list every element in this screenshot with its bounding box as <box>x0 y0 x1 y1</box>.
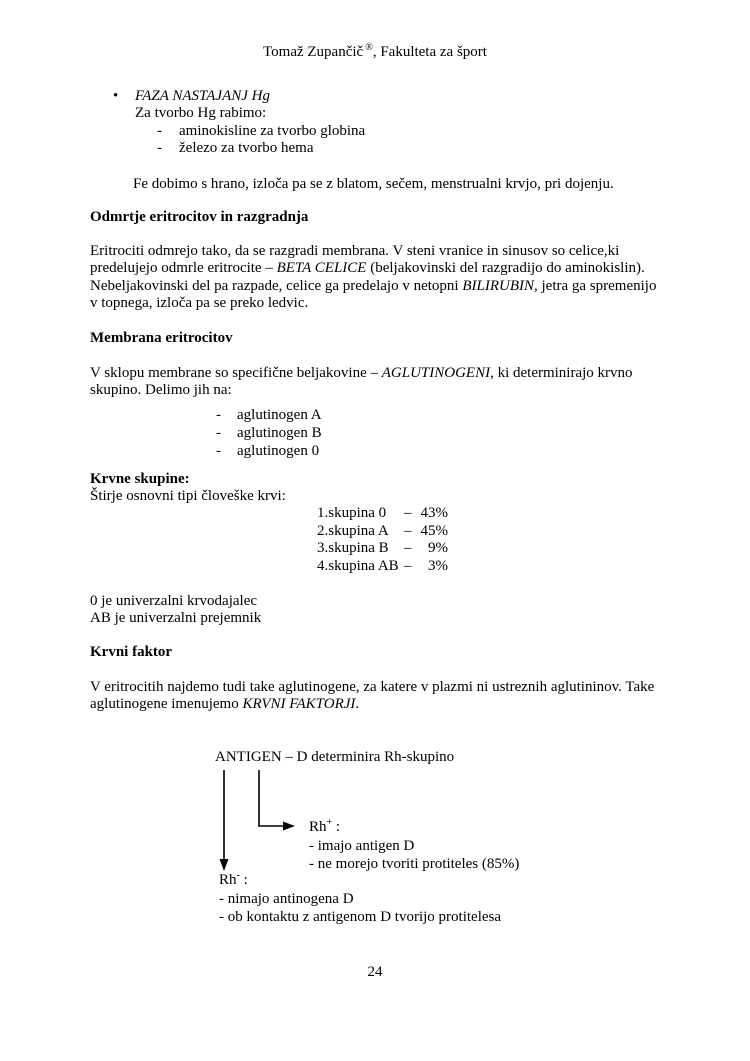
list-item-label: aglutinogen B <box>237 425 322 441</box>
table-row <box>317 523 448 541</box>
rh-minus-base: Rh <box>219 872 237 888</box>
list-item-label: aglutinogen A <box>237 407 322 423</box>
rh-negative-block <box>219 871 501 927</box>
rh-plus-item: - imajo antigen D <box>309 837 415 854</box>
emphasis-beta-celice: BETA CELICE <box>276 260 367 277</box>
text-run: , ki determinirajo krvno skupino. Delimo jih na: <box>90 365 633 399</box>
dash-icon: - <box>216 425 221 441</box>
blood-group-table <box>317 505 448 575</box>
section-krvne-skupine <box>90 471 286 506</box>
section-faza-nastajanja <box>113 88 365 157</box>
list-item <box>216 424 322 442</box>
dash-icon: - <box>216 443 221 459</box>
rh-plus-colon: : <box>332 819 341 835</box>
emphasis-aglutinogeni: AGLUTINOGENI <box>381 365 491 381</box>
list-item <box>157 123 365 140</box>
bullet-icon: • <box>113 88 119 104</box>
table-row <box>317 558 448 576</box>
dash-icon: - <box>157 139 162 156</box>
list-item <box>157 140 365 157</box>
row-label: 2.skupina A <box>317 522 389 539</box>
registered-trademark: ® <box>365 42 373 53</box>
emphasis-bilirubin: BILIRUBIN <box>462 277 534 294</box>
list-item <box>216 406 322 424</box>
text-run: Eritrociti odmrejo tako, da se razgradi membrana. V steni vranice in sinusov so celice,ki predelujejo odmrle eritrocite – <box>90 243 620 277</box>
rh-minus-sign: - <box>236 870 240 881</box>
note-prejemnik: AB je univerzalni prejemnik <box>90 610 262 627</box>
author-name: Tomaž Zupančič <box>263 44 364 60</box>
affiliation-text: , Fakulteta za šport <box>372 44 487 60</box>
fe-note: Fe dobimo s hrano, izloča pa se z blatom, sečem, menstrualni krvjo, pri dojenju. <box>133 176 614 192</box>
row-percent: 3% <box>428 557 448 574</box>
table-row <box>317 540 448 558</box>
paragraph-membrana <box>90 365 666 400</box>
aglutinogen-list <box>216 406 322 460</box>
text-run: (beljakovinski del razgradijo do aminokislin). Nebeljakovinski del pa razpade, celice ga predelajo v netopni <box>90 260 645 294</box>
krvne-intro: Štirje osnovni tipi človeške krvi: <box>90 488 286 505</box>
row-label: 1.skupina 0 <box>317 505 387 521</box>
rh-positive-block <box>309 818 519 874</box>
rh-plus-sign: + <box>326 817 333 828</box>
faza-intro: Za tvorbo Hg rabimo: <box>135 105 267 122</box>
rh-plus-item: - ne morejo tvoriti protiteles (85%) <box>309 856 520 872</box>
text-run: , jetra ga spremenijo v topnega, izloča pa se preko ledvic. <box>90 277 657 311</box>
note-krvodajalec: 0 je univerzalni krvodajalec <box>90 593 258 609</box>
row-label: 3.skupina B <box>317 540 389 557</box>
faza-title: FAZA NASTAJANJ Hg <box>135 88 270 104</box>
down-arrow-icon <box>220 770 229 871</box>
text-run: . <box>355 696 360 713</box>
row-dash: – <box>404 522 412 539</box>
rh-diagram-arrows <box>200 766 300 876</box>
section-heading-krvni-faktor: Krvni faktor <box>90 644 173 660</box>
row-label: 4.skupina AB <box>317 557 399 574</box>
rh-minus-item: - ob kontaktu z antigenom D tvorijo protitelesa <box>219 909 502 925</box>
row-dash: – <box>404 505 412 521</box>
emphasis-krvni-faktorji: KRVNI FAKTORJI <box>242 696 356 713</box>
section-heading-krvne-skupine: Krvne skupine: <box>90 471 190 487</box>
row-percent: 43% <box>420 505 448 521</box>
rh-plus-base: Rh <box>309 819 327 835</box>
table-row <box>317 505 448 523</box>
list-item-label: železo za tvorbo hema <box>179 139 314 156</box>
row-percent: 9% <box>428 540 448 557</box>
list-item <box>216 442 322 460</box>
list-item-label: aminokisline za tvorbo globina <box>179 122 366 139</box>
page-header <box>0 44 750 61</box>
row-percent: 45% <box>420 522 448 539</box>
paragraph-krvni-faktor <box>90 679 666 714</box>
rh-minus-colon: : <box>239 872 248 888</box>
rh-minus-item: - nimajo antinogena D <box>219 890 354 907</box>
section-heading-odmrtje: Odmrtje eritrocitov in razgradnja <box>90 209 309 225</box>
dash-icon: - <box>157 122 162 139</box>
diagram-title: ANTIGEN – D determinira Rh-skupino <box>215 749 455 765</box>
right-arrow-icon <box>258 770 295 831</box>
text-run: V sklopu membrane so specifične beljakovine – <box>90 365 382 381</box>
text-run: V eritrocitih najdemo tudi take aglutinogene, za katere v plazmi ni ustreznih aglutininov. Take aglutinogene imenujemo <box>90 679 655 713</box>
row-dash: – <box>404 540 412 557</box>
row-dash: – <box>404 557 412 574</box>
section-heading-membrana: Membrana eritrocitov <box>90 330 233 346</box>
paragraph-odmrtje <box>90 243 666 312</box>
faza-title-row <box>113 88 365 105</box>
dash-icon: - <box>216 407 221 423</box>
rh-minus-label <box>219 871 501 890</box>
blood-group-notes <box>90 593 261 628</box>
rh-plus-label <box>309 818 519 837</box>
list-item-label: aglutinogen 0 <box>237 443 320 459</box>
page-number: 24 <box>367 964 383 980</box>
